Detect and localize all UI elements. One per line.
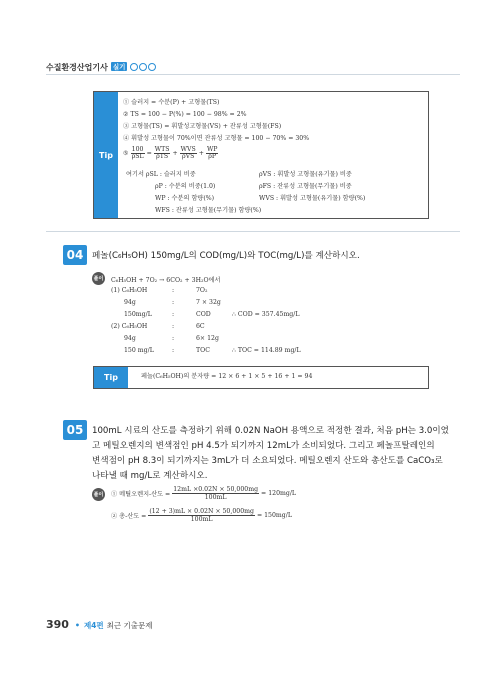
def-left-2: ρP : 수분의 비중(1.0) <box>155 183 216 190</box>
calc-row-1-c: 7O₂ <box>196 287 208 294</box>
exam-badge: 실기 <box>112 63 126 71</box>
question-text-05-line-1: 100mL 시료의 산도를 측정하기 위해 0.02N NaOH 용액으로 적정한 결과, 처음 pH는 3.0이였 <box>92 426 449 436</box>
question-text-05-line-2: 고 메틸오렌지의 변색점인 pH 4.5가 되기까지 12mL가 소비되었다. 그리고 페놀프탈레인의 <box>92 441 435 451</box>
tip-line-4: ④ 휘발성 고형물이 70%이면 잔류성 고형물 = 100 − 70% = 30% <box>123 135 310 142</box>
def-right-2: ρFS : 잔류성 고형물(무기물) 비중 <box>259 183 352 190</box>
section-divider <box>46 231 460 232</box>
calc-row-4-c: 6C <box>196 323 205 330</box>
calc-row-6-b: : <box>172 347 175 354</box>
total-acidity <box>111 508 292 523</box>
def-right-3: WVS : 휘발성 고형물(유기물) 함량(%) <box>259 195 366 202</box>
s2-label: ② 총-산도 = <box>111 513 147 520</box>
tip-label: Tip <box>94 367 128 388</box>
calc-row-4-a: (2) C₆H₅OH <box>111 323 148 330</box>
question-text-05-line-3: 변색점이 pH 8.3이 되기까지는 3mL가 더 소요되었다. 메틸오렌지 산도와 총산도를 CaCO₃로 <box>92 456 443 466</box>
s2-fraction: $\frac{(12 + 3)mL \times 0.02N \times 50,000mg}{100mL}$ <box>149 508 254 523</box>
chapter-label: 제4편 <box>83 621 104 630</box>
calc-row-2-a: 94g <box>124 299 136 306</box>
toc-result: ∴ TOC = 114.89 mg/L <box>232 347 301 354</box>
calc-row-5-a: 94g <box>124 335 136 342</box>
calc-row-1-a: (1) C₆H₅OH <box>111 287 148 294</box>
chapter-title: 최근 기출문제 <box>106 621 153 630</box>
calc-row-1-b: : <box>172 287 175 294</box>
frac-vs: $\frac{\text{WVS}}{\text{ρVS}}$ <box>180 146 196 161</box>
question-number-05: 05 <box>63 420 87 440</box>
def-left-3: WP : 수분의 함량(%) <box>155 195 215 202</box>
calc-row-6-c: TOC <box>196 347 210 354</box>
tip-formula: ⑤ $\frac{100}{\text{ρSL}}$ = $\frac{\text{WTS}}{\text{ρTS}}$ + $\frac{\text{WVS}}{\text{ρVS}}$ + $\frac{WP}{\rho P}$ <box>123 146 218 161</box>
s1-fraction: $\frac{12mL \times 0.02N \times 50,000mg}{100mL}$ <box>173 486 259 501</box>
frac-p: $\frac{WP}{\rho P}$ <box>206 146 218 161</box>
tip-line-3: ③ 고형물(TS) = 휘발성고형물(VS) + 잔류성 고형물(FS) <box>123 123 282 130</box>
tip-box-sludge <box>93 91 429 219</box>
header-rule <box>46 74 460 75</box>
def-left-1: 여기서 ρSL : 슬러지 비중 <box>126 171 196 178</box>
frac-ts: $\frac{\text{WTS}}{\text{ρTS}}$ <box>154 146 170 161</box>
page-number: 390 <box>46 618 69 631</box>
question-text-04: 페놀(C₆H₅OH) 150mg/L의 COD(mg/L)와 TOC(mg/L)를 계산하시오. <box>92 251 360 261</box>
header-dots-icon <box>130 63 157 73</box>
methyl-orange-acidity <box>111 486 296 501</box>
tip-molecular-weight: 페놀(C₆H₅OH)의 분자량 = 12 × 6 + 1 × 5 + 16 + 1 = 94 <box>141 373 313 380</box>
calc-row-5-c: 6× 12g <box>196 335 219 342</box>
solution-icon: 풀이 <box>92 488 105 501</box>
reaction-equation: C₆H₅OH + 7O₂ → 6CO₂ + 3H₂O에서 <box>111 277 221 284</box>
page-footer: 390 • 제4편 최근 기출문제 <box>46 618 153 631</box>
calc-row-3-a: 150mg/L <box>124 311 152 318</box>
calc-row-2-c: 7 × 32g <box>196 299 221 306</box>
solution-icon: 풀이 <box>92 272 105 285</box>
calc-row-2-b: : <box>172 299 175 306</box>
frac-sludge: $\frac{100}{\text{ρSL}}$ <box>131 146 144 161</box>
def-left-4: WFS : 잔류성 고형물(무기물) 함량(%) <box>155 207 262 214</box>
calc-row-3-b: : <box>172 311 175 318</box>
book-title: 수질환경산업기사 <box>46 63 108 72</box>
calc-row-5-b: : <box>172 335 175 342</box>
question-text-05-line-4: 나타낼 때 mg/L로 계산하시오. <box>92 471 208 481</box>
cod-result: ∴ COD = 357.45mg/L <box>232 311 300 318</box>
tip-label: Tip <box>94 92 118 218</box>
calc-row-3-c: COD <box>196 311 211 318</box>
tip-line-2: ② TS = 100 − P(%) = 100 − 98% = 2% <box>123 111 247 118</box>
calc-row-6-a: 150 mg/L <box>124 347 154 354</box>
s1-label: ① 메틸오렌지-산도 = <box>111 491 171 498</box>
s1-result: = 120mg/L <box>261 490 297 497</box>
calc-row-4-b: : <box>172 323 175 330</box>
def-right-1: ρVS : 휘발성 고형물(유기물) 비중 <box>259 171 352 178</box>
s2-result: = 150mg/L <box>256 512 292 519</box>
tip-box-phenol <box>93 366 429 389</box>
running-header <box>46 62 157 73</box>
tip-line-1: ① 슬러지 = 수분(P) + 고형물(TS) <box>123 99 220 106</box>
formula-lead: ⑤ <box>123 149 129 157</box>
question-number-04: 04 <box>63 245 87 265</box>
